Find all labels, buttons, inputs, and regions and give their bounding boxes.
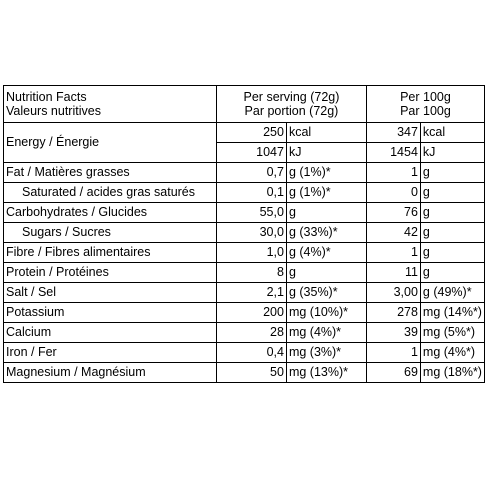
energy-kj-serving-unit: kJ (286, 143, 366, 163)
serving-value: 55,0 (216, 203, 286, 223)
per100-value: 0 (366, 183, 420, 203)
energy-kj-per100-unit: kJ (420, 143, 484, 163)
nutrient-row-fat (4, 163, 485, 183)
serving-unit: g (4%)* (286, 243, 366, 263)
serving-value: 1,0 (216, 243, 286, 263)
nutrient-row-iron (4, 343, 485, 363)
serving-value: 0,7 (216, 163, 286, 183)
per100-unit: g (420, 163, 484, 183)
header-serving-en: Per serving (72g) (243, 89, 340, 104)
per100-value: 3,00 (366, 283, 420, 303)
nutrient-label: Salt / Sel (4, 283, 217, 303)
serving-unit: mg (4%)* (286, 323, 366, 343)
nutrient-row-saturated (4, 183, 485, 203)
per100-unit: g (420, 263, 484, 283)
serving-value: 2,1 (216, 283, 286, 303)
nutrient-label: Magnesium / Magnésium (4, 363, 217, 383)
serving-unit: mg (3%)* (286, 343, 366, 363)
nutrient-row-carbohydrates (4, 203, 485, 223)
per100-value: 11 (366, 263, 420, 283)
per100-unit: mg (5%*) (420, 323, 484, 343)
per100-value: 1 (366, 243, 420, 263)
per100-value: 278 (366, 303, 420, 323)
per100-unit: mg (14%*) (420, 303, 484, 323)
header-serving-cell (216, 86, 366, 123)
header-per100-cell (366, 86, 484, 123)
per100-unit: g (420, 223, 484, 243)
nutrient-label: Carbohydrates / Glucides (4, 203, 217, 223)
serving-unit: g (33%)* (286, 223, 366, 243)
serving-value: 50 (216, 363, 286, 383)
nutrient-row-protein (4, 263, 485, 283)
per100-value: 69 (366, 363, 420, 383)
serving-value: 30,0 (216, 223, 286, 243)
header-row (4, 86, 485, 123)
per100-value: 1 (366, 343, 420, 363)
per100-unit: mg (18%*) (420, 363, 484, 383)
serving-unit: mg (13%)* (286, 363, 366, 383)
per100-unit: g (49%)* (420, 283, 484, 303)
energy-kcal-serving-unit: kcal (286, 123, 366, 143)
serving-unit: mg (10%)* (286, 303, 366, 323)
nutrient-row-fibre (4, 243, 485, 263)
nutrient-label: Potassium (4, 303, 217, 323)
per100-unit: g (420, 203, 484, 223)
serving-unit: g (1%)* (286, 163, 366, 183)
nutrient-row-magnesium (4, 363, 485, 383)
per100-unit: g (420, 183, 484, 203)
nutrient-row-sugars (4, 223, 485, 243)
nutrient-row-potassium (4, 303, 485, 323)
serving-unit: g (35%)* (286, 283, 366, 303)
header-name-en: Nutrition Facts (6, 89, 87, 104)
nutrient-label: Calcium (4, 323, 217, 343)
serving-value: 8 (216, 263, 286, 283)
energy-kj-serving: 1047 (216, 143, 286, 163)
nutrient-label: Protein / Protéines (4, 263, 217, 283)
nutrient-label: Iron / Fer (4, 343, 217, 363)
per100-unit: mg (4%*) (420, 343, 484, 363)
header-name-fr: Valeurs nutritives (6, 104, 101, 118)
serving-value: 28 (216, 323, 286, 343)
header-per100-fr: Par 100g (400, 104, 451, 118)
header-per100-en: Per 100g (400, 89, 451, 104)
nutrient-row-salt (4, 283, 485, 303)
serving-value: 0,4 (216, 343, 286, 363)
energy-label: Energy / Énergie (4, 123, 217, 163)
nutrition-table (3, 85, 485, 383)
energy-kcal-per100-unit: kcal (420, 123, 484, 143)
serving-value: 0,1 (216, 183, 286, 203)
energy-kcal-per100: 347 (366, 123, 420, 143)
nutrient-label: Fibre / Fibres alimentaires (4, 243, 217, 263)
energy-kj-per100: 1454 (366, 143, 420, 163)
serving-unit: g (1%)* (286, 183, 366, 203)
nutrient-label: Fat / Matières grasses (4, 163, 217, 183)
per100-value: 39 (366, 323, 420, 343)
nutrient-label: Sugars / Sucres (4, 223, 217, 243)
header-serving-fr: Par portion (72g) (244, 104, 339, 118)
serving-unit: g (286, 203, 366, 223)
per100-unit: g (420, 243, 484, 263)
per100-value: 1 (366, 163, 420, 183)
energy-kcal-row (4, 123, 485, 143)
per100-value: 76 (366, 203, 420, 223)
per100-value: 42 (366, 223, 420, 243)
nutrient-row-calcium (4, 323, 485, 343)
energy-kcal-serving: 250 (216, 123, 286, 143)
serving-unit: g (286, 263, 366, 283)
serving-value: 200 (216, 303, 286, 323)
header-name-cell (4, 86, 217, 123)
nutrient-label: Saturated / acides gras saturés (4, 183, 217, 203)
